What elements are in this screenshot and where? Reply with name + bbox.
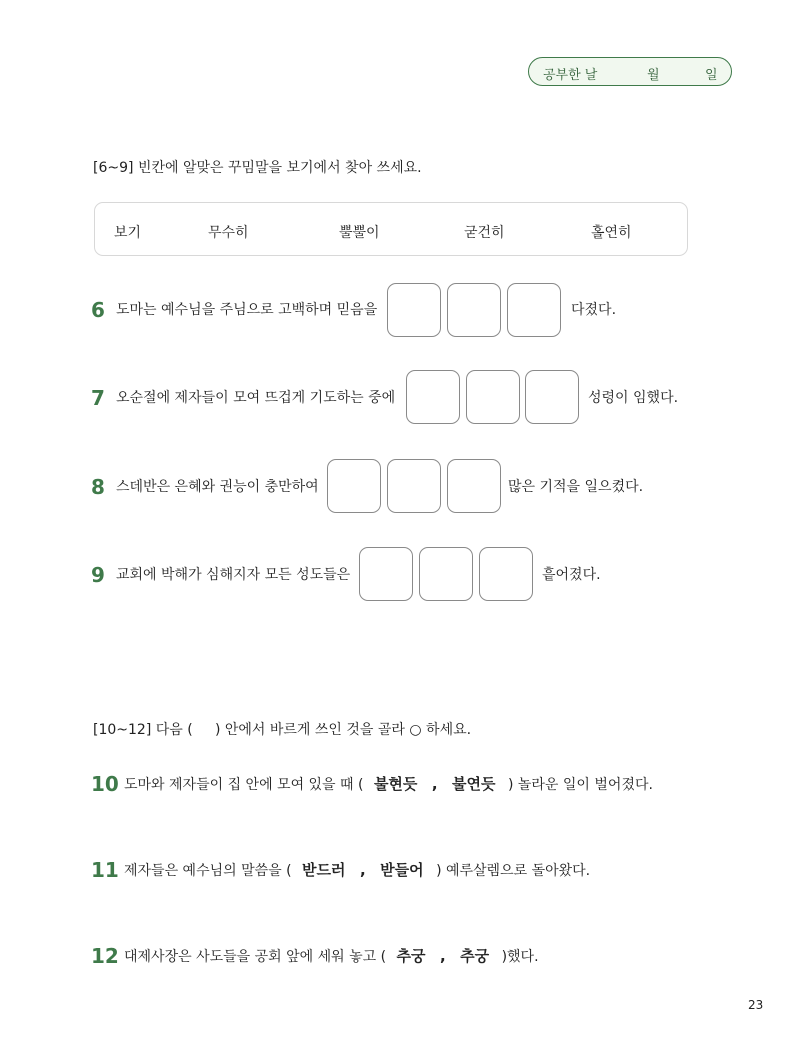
bogi-word: 굳건히 bbox=[464, 225, 505, 241]
choice-separator: , bbox=[439, 947, 446, 965]
question-number: 10 bbox=[91, 772, 119, 796]
question-number: 12 bbox=[91, 944, 119, 968]
bogi-word: 무수히 bbox=[208, 225, 249, 241]
question-text: 대제사장은 사도들을 공회 앞에 세워 놓고 ( bbox=[124, 949, 387, 965]
choice-option[interactable]: 불연듯 bbox=[452, 775, 496, 793]
bogi-box bbox=[94, 202, 688, 256]
choice-option[interactable]: 불현듯 bbox=[373, 775, 418, 793]
question-line bbox=[124, 948, 539, 965]
question-line bbox=[124, 776, 653, 793]
question-number: 8 bbox=[91, 475, 105, 499]
answer-box[interactable] bbox=[359, 547, 413, 601]
answer-box[interactable] bbox=[525, 370, 579, 424]
answer-box[interactable] bbox=[447, 283, 501, 337]
section1-instruction: [6~9] 빈칸에 알맞은 꾸밈말을 보기에서 찾아 쓰세요. bbox=[93, 160, 422, 176]
bogi-word: 홀연히 bbox=[591, 225, 632, 241]
choice-separator: , bbox=[359, 861, 366, 879]
question-line bbox=[124, 862, 590, 879]
answer-box[interactable] bbox=[447, 459, 501, 513]
answer-box[interactable] bbox=[507, 283, 561, 337]
choice-option[interactable]: 추궁 bbox=[396, 947, 426, 965]
study-date-pill bbox=[528, 57, 732, 86]
question-text-end: )했다. bbox=[501, 949, 539, 965]
answer-box[interactable] bbox=[466, 370, 520, 424]
question-number: 9 bbox=[91, 563, 105, 587]
question-number: 6 bbox=[91, 298, 105, 322]
question-number: 11 bbox=[91, 858, 119, 882]
answer-box[interactable] bbox=[419, 547, 473, 601]
study-date-label: 공부한 날 bbox=[543, 68, 598, 83]
question-number: 7 bbox=[91, 386, 105, 410]
question-text: 도마는 예수님을 주님으로 고백하며 믿음을 bbox=[116, 302, 378, 318]
page-number: 23 bbox=[748, 998, 764, 1012]
answer-box[interactable] bbox=[327, 459, 381, 513]
day-label: 일 bbox=[705, 68, 718, 83]
question-text-end: 많은 기적을 일으켰다. bbox=[508, 479, 644, 495]
month-label: 월 bbox=[647, 68, 660, 83]
choice-option[interactable]: 받들어 bbox=[380, 861, 424, 879]
question-text-end: 다졌다. bbox=[571, 302, 617, 318]
question-text: 제자들은 예수님의 말씀을 ( bbox=[124, 863, 292, 879]
answer-box[interactable] bbox=[387, 283, 441, 337]
question-text: 스데반은 은혜와 권능이 충만하여 bbox=[116, 479, 319, 495]
choice-option[interactable]: 받드러 bbox=[302, 861, 346, 879]
question-text-end: 성령이 임했다. bbox=[588, 390, 679, 406]
question-text: 오순절에 제자들이 모여 뜨겁게 기도하는 중에 bbox=[116, 390, 396, 406]
choice-separator: , bbox=[431, 775, 438, 793]
question-text: 교회에 박해가 심해지자 모든 성도들은 bbox=[116, 567, 351, 583]
answer-box[interactable] bbox=[387, 459, 441, 513]
bogi-word: 뿔뿔이 bbox=[339, 225, 380, 241]
question-text-end: ) 놀라운 일이 벌어졌다. bbox=[507, 777, 653, 793]
question-text: 도마와 제자들이 집 안에 모여 있을 때 ( bbox=[124, 777, 364, 793]
question-text-end: ) 예루살렘으로 돌아왔다. bbox=[436, 863, 591, 879]
bogi-label: 보기 bbox=[114, 225, 142, 241]
answer-box[interactable] bbox=[406, 370, 460, 424]
choice-option[interactable]: 추궁 bbox=[460, 947, 490, 965]
section2-instruction: [10~12] 다음 ( ) 안에서 바르게 쓰인 것을 골라 ○ 하세요. bbox=[93, 722, 472, 738]
question-text-end: 흩어졌다. bbox=[542, 567, 601, 583]
answer-box[interactable] bbox=[479, 547, 533, 601]
